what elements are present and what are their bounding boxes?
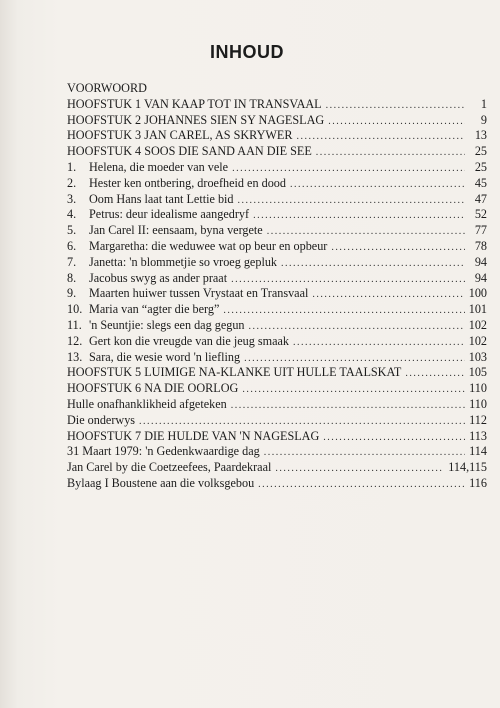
toc-entry-label <box>67 381 238 397</box>
toc-entry-title: Petrus: deur idealisme aangedryf <box>89 207 250 222</box>
toc-entry-page: 94 <box>474 270 487 285</box>
toc-entry-title: HOOFSTUK 2 JOHANNES SIEN SY NAGESLAG <box>67 112 325 127</box>
dot-leader <box>258 477 465 493</box>
dot-leader <box>290 177 465 193</box>
toc-entry <box>67 381 487 397</box>
toc-entry <box>67 207 487 223</box>
toc-entry-number: 1. <box>67 159 77 174</box>
toc-entry-label <box>67 255 277 271</box>
toc-entry-label <box>67 334 289 350</box>
toc-entry-title: HOOFSTUK 7 DIE HULDE VAN 'N NAGESLAG <box>67 428 320 443</box>
toc-entry-title: HOOFSTUK 3 JAN CAREL, AS SKRYWER <box>67 128 293 143</box>
toc-entry <box>67 318 487 334</box>
toc-entry <box>67 334 487 350</box>
toc-entry-title: Helena, die moeder van vele <box>89 159 229 174</box>
toc-entry-title: Hester ken ontbering, droefheid en dood <box>89 175 286 190</box>
dot-leader <box>312 287 464 303</box>
toc-entry-title: Jan Carel II: eensaam, byna vergete <box>89 223 263 238</box>
toc-entry-title: Sara, die wesie word 'n liefling <box>89 349 241 364</box>
table-of-contents <box>67 81 487 492</box>
toc-entry-label <box>67 302 219 318</box>
dot-leader <box>326 98 465 114</box>
toc-entry-page: 102 <box>468 317 487 332</box>
toc-entry-title: HOOFSTUK 1 VAN KAAP TOT IN TRANSVAAL <box>67 96 322 111</box>
dot-leader <box>405 366 464 382</box>
toc-entry-label <box>67 223 263 239</box>
toc-entry-page: 100 <box>468 286 487 301</box>
toc-entry-title: Jacobus swyg as ander praat <box>89 270 228 285</box>
toc-entry <box>67 255 487 271</box>
dot-leader <box>253 208 465 224</box>
toc-entry-page: 102 <box>468 333 487 348</box>
toc-entry <box>67 128 487 144</box>
toc-entry <box>67 365 487 381</box>
dot-leader <box>328 114 465 130</box>
toc-entry-label <box>67 81 147 97</box>
toc-entry-title: Bylaag I Boustene aan die volksgebou <box>67 475 255 490</box>
toc-entry-label <box>67 286 308 302</box>
dot-leader <box>242 382 465 398</box>
toc-entry <box>67 397 487 413</box>
toc-entry-number: 5. <box>67 223 77 238</box>
toc-entry-page: 1 <box>480 96 487 111</box>
toc-entry <box>67 271 487 287</box>
toc-entry <box>67 192 487 208</box>
toc-entry-page: 9 <box>480 112 487 127</box>
toc-entry-number: 4. <box>67 207 77 222</box>
toc-entry-page: 52 <box>474 207 487 222</box>
toc-entry-title: Maria van “agter die berg” <box>89 302 220 317</box>
toc-entry-page: 77 <box>474 223 487 238</box>
toc-entry-label <box>67 271 227 287</box>
toc-entry-number: 12. <box>67 333 83 348</box>
toc-entry-label <box>67 318 245 334</box>
toc-entry <box>67 144 487 160</box>
toc-entry-page: 94 <box>474 254 487 269</box>
toc-entry-title: 'n Seuntjie: slegs een dag gegun <box>89 317 245 332</box>
toc-entry <box>67 413 487 429</box>
dot-leader <box>293 335 465 351</box>
toc-entry-number: 3. <box>67 191 77 206</box>
dot-leader <box>275 461 444 477</box>
toc-entry <box>67 444 487 460</box>
toc-entry-page: 114,115 <box>448 460 487 475</box>
toc-entry-page: 101 <box>468 302 487 317</box>
dot-leader <box>297 129 466 145</box>
toc-entry <box>67 460 487 476</box>
toc-entry <box>67 286 487 302</box>
dot-leader <box>281 256 465 272</box>
toc-entry <box>67 97 487 113</box>
toc-entry-title: Maarten huiwer tussen Vrystaat en Transvaal <box>89 286 309 301</box>
toc-entry-label <box>67 397 227 413</box>
toc-entry-title: Janetta: 'n blommetjie so vroeg gepluk <box>89 254 278 269</box>
page-title-text: INHOUD <box>210 42 284 62</box>
toc-entry-page: 113 <box>469 428 487 443</box>
toc-entry-page: 110 <box>469 396 487 411</box>
toc-entry <box>67 302 487 318</box>
toc-entry-page: 116 <box>469 475 487 490</box>
toc-entry-page: 114 <box>469 444 487 459</box>
toc-entry-page: 25 <box>474 159 487 174</box>
toc-entry-title: Oom Hans laat tant Lettie bid <box>89 191 234 206</box>
dot-leader <box>244 351 465 367</box>
dot-leader <box>316 145 465 161</box>
toc-entry-number: 10. <box>67 302 83 317</box>
toc-entry <box>67 81 487 97</box>
toc-entry-label <box>67 160 228 176</box>
toc-entry-label <box>67 365 401 381</box>
dot-leader <box>231 272 465 288</box>
toc-entry-label <box>67 144 312 160</box>
toc-entry-page: 78 <box>474 238 487 253</box>
toc-entry-label <box>67 413 135 429</box>
toc-entry-title: HOOFSTUK 4 SOOS DIE SAND AAN DIE SEE <box>67 144 312 159</box>
toc-entry-label <box>67 176 286 192</box>
dot-leader <box>267 224 465 240</box>
toc-entry-label <box>67 444 260 460</box>
dot-leader <box>323 430 465 446</box>
toc-entry-label <box>67 128 293 144</box>
toc-entry-title: HOOFSTUK 5 LUIMIGE NA-KLANKE UIT HULLE TAALSKAT <box>67 365 402 380</box>
dot-leader <box>331 240 465 256</box>
toc-entry-label <box>67 207 249 223</box>
toc-entry-label <box>67 429 319 445</box>
toc-entry-label <box>67 97 322 113</box>
toc-entry-title: 31 Maart 1979: 'n Gedenkwaardige dag <box>67 444 260 459</box>
toc-entry-number: 2. <box>67 175 77 190</box>
toc-entry-title: HOOFSTUK 6 NA DIE OORLOG <box>67 381 239 396</box>
toc-entry <box>67 223 487 239</box>
dot-leader <box>264 445 465 461</box>
dot-leader <box>223 303 464 319</box>
toc-entry <box>67 176 487 192</box>
toc-entry-label <box>67 350 240 366</box>
toc-entry-page: 103 <box>468 349 487 364</box>
toc-entry-label <box>67 460 271 476</box>
toc-entry-number: 13. <box>67 349 83 364</box>
toc-entry-page: 105 <box>468 365 487 380</box>
toc-entry-page: 25 <box>474 144 487 159</box>
dot-leader <box>139 414 465 430</box>
toc-entry-label <box>67 476 254 492</box>
toc-entry-number: 6. <box>67 238 77 253</box>
toc-entry <box>67 429 487 445</box>
toc-entry-page: 47 <box>474 191 487 206</box>
toc-entry-label <box>67 113 324 129</box>
toc-entry <box>67 239 487 255</box>
toc-entry-title: VOORWOORD <box>67 81 147 95</box>
dot-leader <box>231 398 465 414</box>
page-title <box>0 42 500 63</box>
toc-entry <box>67 350 487 366</box>
toc-entry-title: Die onderwys <box>67 412 136 427</box>
toc-entry <box>67 113 487 129</box>
toc-entry-title: Jan Carel by die Coetzeefees, Paardekraal <box>67 460 272 475</box>
toc-entry <box>67 160 487 176</box>
toc-entry-title: Hulle onafhanklikheid afgeteken <box>67 396 227 411</box>
dot-leader <box>238 193 465 209</box>
toc-entry-title: Gert kon die vreugde van die jeug smaak <box>89 333 290 348</box>
dot-leader <box>232 161 465 177</box>
toc-entry-number: 11. <box>67 317 82 332</box>
dot-leader <box>249 319 465 335</box>
toc-entry <box>67 476 487 492</box>
toc-entry-number: 8. <box>67 270 77 285</box>
toc-entry-number: 7. <box>67 254 77 269</box>
toc-entry-page: 13 <box>474 128 487 143</box>
toc-entry-number: 9. <box>67 286 77 301</box>
toc-entry-page: 110 <box>469 381 487 396</box>
toc-entry-title: Margaretha: die weduwee wat op beur en opbeur <box>89 238 328 253</box>
toc-entry-label <box>67 239 327 255</box>
toc-entry-label <box>67 192 234 208</box>
toc-entry-page: 112 <box>469 412 487 427</box>
toc-entry-page: 45 <box>474 175 487 190</box>
